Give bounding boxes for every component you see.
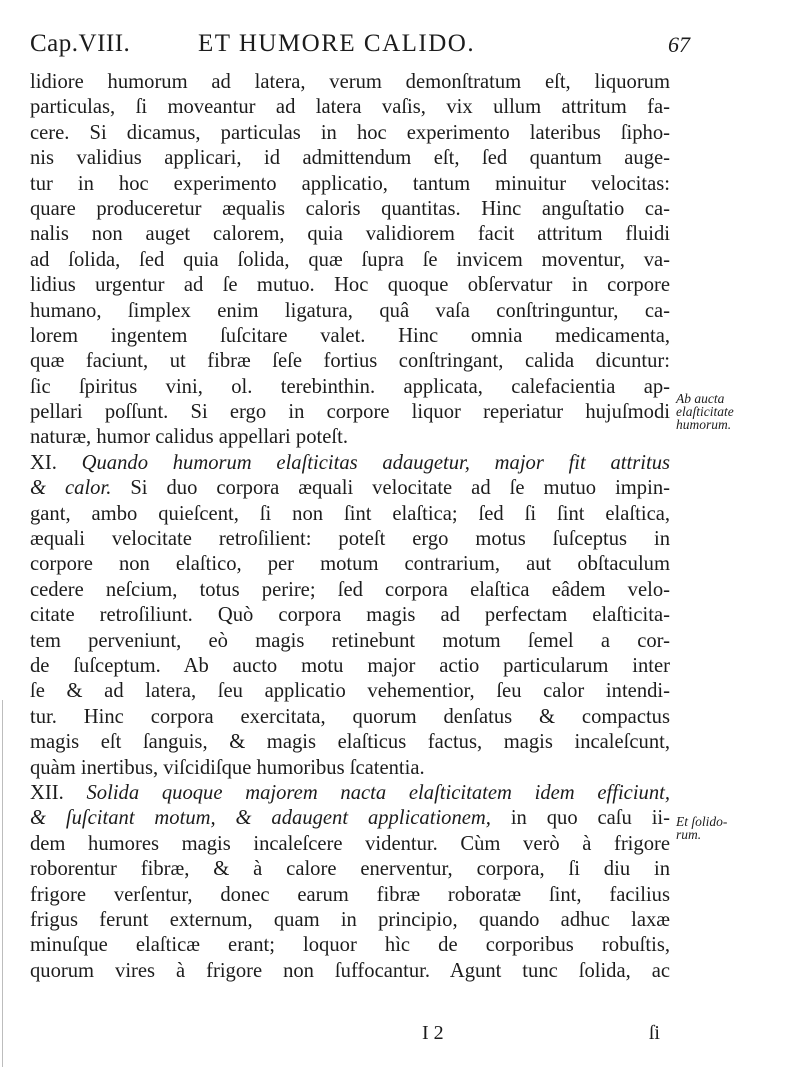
text-line: quæ faciunt, ut fibræ ſeſe fortius conſtringant, calida dicuntur:: [30, 350, 670, 373]
section-number: XI.: [30, 451, 57, 474]
text-line: [30, 806, 670, 831]
section-number: XII.: [30, 781, 64, 804]
text-line: citate retroſiliunt. Quò corpora magis ad perfectam elaſticita-: [30, 604, 670, 627]
text-line: lidius urgentur ad ſe mutuo. Hoc quoque obſervatur in corpore: [30, 274, 670, 297]
text-line: cere. Si dicamus, particulas in hoc experimento lateribus ſipho-: [30, 121, 670, 144]
text-line: nalis non auget calorem, quia validiorem facit attritum fluidi: [30, 223, 670, 246]
text-line: tur in hoc experimento applicatio, tantum minuitur velocitas:: [30, 172, 670, 195]
margin-note-line: humorum.: [676, 417, 732, 432]
text-line: roborentur fibræ, & à calore enerventur, corpora, ſi diu in: [30, 858, 670, 881]
page-edge-divider: [2, 700, 3, 1067]
margin-note-line: elaſticitate: [676, 404, 734, 419]
text-line: magis eſt ſanguis, & magis elaſticus factus, magis incaleſcunt,: [30, 731, 670, 754]
section-xi-heading: [30, 451, 670, 476]
margin-note-line: rum.: [676, 827, 702, 842]
text-line: tem perveniunt, eò magis retinebunt motum ſemel a cor-: [30, 629, 670, 652]
text-line: [30, 476, 670, 501]
text-line: de ſuſceptum. Ab aucto motu major actio particularum inter: [30, 654, 670, 677]
text-line: frigore verſentur, donec earum fibræ roboratæ ſint, facilius: [30, 883, 670, 906]
margin-note-xii: [676, 815, 796, 841]
section-italic-cont: & ſuſcitant motum, & adaugent applicationem,: [30, 807, 491, 830]
section-italic-heading: Quando humorum elaſticitas adaugetur, major fit attritus: [81, 451, 670, 474]
text-line: quàm inertibus, viſcidiſque humoribus ſcatentia.: [30, 756, 425, 779]
section-italic-cont: & calor.: [30, 477, 112, 500]
margin-note-xi: [676, 392, 796, 431]
body-text: [30, 70, 670, 984]
text-line: minuſque elaſticæ erant; loquor hìc de corporibus robuſtis,: [30, 934, 670, 957]
page-number: 67: [668, 32, 690, 57]
text-line: ſe & ad latera, ſeu applicatio vehementior, ſeu calor intendi-: [30, 680, 670, 703]
text-line: tur. Hinc corpora exercitata, quorum denſatus & compactus: [30, 705, 670, 728]
text-span: in quo caſu ii-: [490, 807, 670, 830]
margin-note-line: Et ſolido-: [676, 814, 728, 829]
section-xii-heading: [30, 781, 670, 806]
text-line: pellari poſſunt. Si ergo in corpore liquor reperiatur hujuſmodi: [30, 401, 670, 424]
signature-mark: I 2: [422, 1022, 444, 1044]
chapter-label: Cap.VIII.: [30, 30, 131, 57]
text-line: particulas, ſi moveantur ad latera vaſis, vix ullum attritum fa-: [30, 96, 670, 119]
text-line: naturæ, humor calidus appellari poteſt.: [30, 426, 348, 449]
page-footer: [30, 1022, 670, 1046]
text-line: gant, ambo quieſcent, ſi non ſint elaſtica; ſed ſi ſint elaſtica,: [30, 502, 670, 525]
text-line: nis validius applicari, id admittendum eſt, ſed quantum auge-: [30, 147, 670, 170]
text-line: æquali velocitate retroſilient: poteſt ergo motus ſuſceptus in: [30, 528, 670, 551]
text-line: quorum vires à frigore non ſuffocantur. Agunt tunc ſolida, ac: [30, 959, 670, 982]
text-line: ad ſolida, ſed quia ſolida, quæ ſupra ſe invicem moventur, va-: [30, 248, 670, 271]
text-line: ſic ſpiritus vini, ol. terebinthin. applicata, calefacientia ap-: [30, 375, 670, 398]
running-header: [30, 28, 690, 62]
text-line: lorem ingentem ſuſcitare valet. Hinc omnia medicamenta,: [30, 324, 670, 347]
catchword: ſi: [648, 1022, 660, 1044]
text-line: humano, ſimplex enim ligatura, quâ vaſa conſtringuntur, ca-: [30, 299, 670, 322]
text-line: dem humores magis incaleſcere videntur. Cùm verò à frigore: [30, 832, 670, 855]
text-line: corpore non elaſtico, per motum contrarium, aut obſtaculum: [30, 553, 670, 576]
running-title: ET HUMORE CALIDO.: [198, 30, 476, 57]
margin-note-line: Ab aucta: [676, 391, 725, 406]
text-line: quare produceretur æqualis caloris quantitas. Hinc anguſtatio ca-: [30, 197, 670, 220]
section-italic-heading: Solida quoque majorem nacta elaſticitatem idem efficiunt,: [86, 781, 670, 804]
text-span: Si duo corpora æquali velocitate ad ſe mutuo impin-: [130, 477, 670, 500]
text-line: cedere neſcium, totus perire; ſed corpora elaſtica eâdem velo-: [30, 578, 670, 601]
text-line: lidiore humorum ad latera, verum demonſtratum eſt, liquorum: [30, 71, 670, 93]
text-line: frigus ferunt externum, quam in principio, quando adhuc laxæ: [30, 908, 670, 931]
